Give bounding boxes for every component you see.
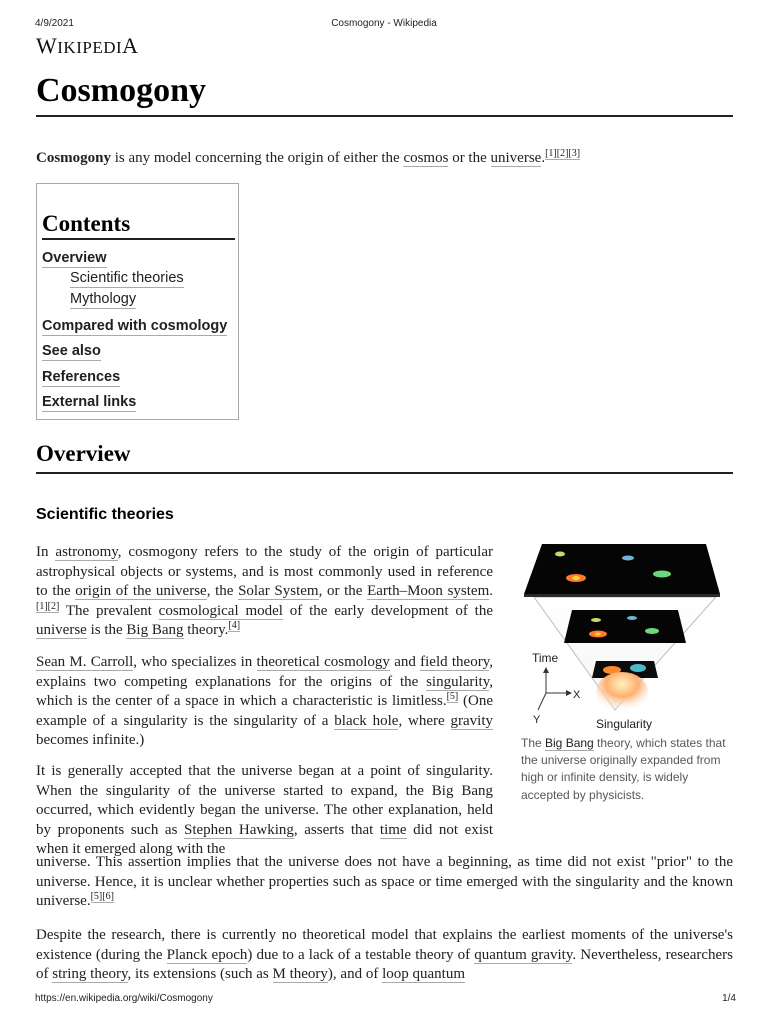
wordmark-initial: W <box>36 33 58 58</box>
citation-refs[interactable]: [5][6] <box>90 891 114 903</box>
link-origin-of-the-universe[interactable]: origin of the universe <box>75 583 207 600</box>
text: ), and of <box>327 966 383 983</box>
galaxy-icon <box>630 664 646 672</box>
text: , asserts that <box>293 821 380 838</box>
arrowhead-icon <box>566 690 572 696</box>
paragraph-carroll <box>36 653 493 751</box>
section-divider <box>36 472 733 474</box>
link-earth-moon-system[interactable]: Earth–Moon system <box>367 583 490 600</box>
paragraph-despite-research <box>36 926 733 985</box>
link-astronomy[interactable]: astronomy <box>55 544 118 560</box>
galaxy-icon <box>627 616 637 620</box>
galaxy-icon <box>555 552 565 557</box>
wordmark-final: A <box>122 33 139 58</box>
text: ) due to a lack of a testable theory of <box>247 946 475 963</box>
citation-refs[interactable]: [5] <box>446 691 459 703</box>
text: , the <box>206 583 239 600</box>
text: The prevalent <box>59 602 159 619</box>
text: It is generally accepted that the universe began at a point of singularity. When the singularity of the universe started to expand, the Big Bang occurred, which evidently began the universe. The other explanation, held by proponents such as <box>36 763 493 838</box>
text: . Nevertheless, researchers of <box>36 946 734 983</box>
print-url: https://en.wikipedia.org/wiki/Cosmogony <box>35 993 213 1004</box>
link-loop-quantum[interactable]: loop quantum <box>382 966 465 983</box>
link-black-hole[interactable]: black hole <box>334 712 399 729</box>
link-big-bang[interactable]: Big Bang <box>545 736 594 750</box>
toc-item-references[interactable]: References <box>42 369 121 385</box>
galaxy-icon <box>591 618 601 622</box>
article-title: Cosmogony <box>36 72 207 109</box>
text: . <box>489 583 493 600</box>
citation-refs[interactable]: [4] <box>228 620 241 632</box>
link-cosmological-model[interactable]: cosmological model <box>158 602 283 619</box>
y-axis-label: Y <box>533 714 541 726</box>
link-theoretical-cosmology[interactable]: theoretical cosmology <box>256 654 390 670</box>
citation-refs[interactable]: [1][2] <box>36 600 60 612</box>
link-quantum-gravity[interactable]: quantum gravity <box>474 946 573 963</box>
toc-item-see-also[interactable]: See also <box>42 343 101 359</box>
link-time[interactable]: time <box>379 821 407 838</box>
paragraph-astronomy <box>36 543 493 641</box>
figure-caption <box>521 735 733 804</box>
toc-title: Contents <box>42 211 235 240</box>
text: becomes infinite.) <box>36 732 145 749</box>
link-stephen-hawking[interactable]: Stephen Hawking <box>184 821 294 838</box>
text: is any model concerning the origin of either the <box>111 150 404 166</box>
citation-refs[interactable]: [1][2][3] <box>545 148 581 159</box>
text: is the <box>86 622 127 639</box>
text: did not exist when it emerged along with the <box>36 821 493 858</box>
text: , explains two competing explanations for the origins of the <box>36 654 493 690</box>
link-solar-system[interactable]: Solar System <box>238 583 319 600</box>
intro-term: Cosmogony <box>36 150 112 166</box>
text: universe. This assertion implies that the universe does not have a beginning, as time did not exist "prior" to the universe. Hence, it is unclear whether properties such as space or time emerged with the singularity and the known universe. <box>36 854 733 910</box>
singularity-glow <box>596 672 648 712</box>
link-field-theory[interactable]: field theory <box>420 654 490 670</box>
toc-item-scientific-theories[interactable]: Scientific theories <box>70 270 184 286</box>
universe-slab-large <box>524 544 720 594</box>
text: or the <box>448 150 491 166</box>
text: , which is the center of a space in which a characteristic is limitless. <box>36 673 493 710</box>
text: , where <box>398 712 451 729</box>
toc-item-external-links[interactable]: External links <box>42 394 137 410</box>
paragraph-accepted-part1 <box>36 762 493 860</box>
link-singularity[interactable]: singularity <box>426 673 490 690</box>
link-universe[interactable]: universe <box>490 150 542 166</box>
slab-edge <box>524 594 720 597</box>
galaxy-core-icon <box>595 633 601 636</box>
table-of-contents <box>36 183 239 420</box>
arrowhead-icon <box>543 667 549 673</box>
universe-slab-medium <box>564 610 686 643</box>
galaxy-icon <box>653 571 671 578</box>
print-page-number: 1/4 <box>722 993 736 1004</box>
subsection-heading-scientific-theories: Scientific theories <box>36 506 174 523</box>
x-axis-label: X <box>573 689 581 701</box>
text: . <box>541 150 546 166</box>
time-axis-label: Time <box>532 651 559 665</box>
print-page-title: Cosmogony - Wikipedia <box>331 18 437 29</box>
section-heading-overview: Overview <box>36 441 131 466</box>
text: The <box>521 736 546 750</box>
link-gravity[interactable]: gravity <box>450 712 493 729</box>
text: of the early development of the <box>282 602 493 619</box>
galaxy-icon <box>645 628 659 634</box>
big-bang-figure[interactable] <box>520 540 734 745</box>
text: , or the <box>318 583 368 600</box>
y-axis <box>538 693 546 710</box>
toc-item-overview[interactable]: Overview <box>42 250 107 266</box>
link-universe[interactable]: universe <box>36 622 87 639</box>
text: Despite the research, there is currently no theoretical model that explains the earliest moments of the universe's existence (during the <box>36 927 733 963</box>
intro-paragraph <box>36 149 733 169</box>
galaxy-core-icon <box>572 576 580 580</box>
galaxy-icon <box>622 556 634 561</box>
link-big-bang[interactable]: Big Bang <box>126 622 184 639</box>
text: (One example of a singularity is the singularity of a <box>36 693 493 729</box>
text: , who specializes in <box>133 654 257 670</box>
print-date: 4/9/2021 <box>35 18 74 29</box>
toc-item-compared-with-cosmology[interactable]: Compared with cosmology <box>42 318 228 334</box>
link-sean-m-carroll[interactable]: Sean M. Carroll <box>36 654 134 670</box>
link-string-theory[interactable]: string theory <box>52 966 128 983</box>
text: In <box>36 544 56 560</box>
text: , its extensions (such as <box>127 966 273 983</box>
link-cosmos[interactable]: cosmos <box>403 150 449 166</box>
link-planck-epoch[interactable]: Planck epoch <box>166 946 248 963</box>
wikipedia-wordmark[interactable] <box>36 33 139 59</box>
toc-item-mythology[interactable]: Mythology <box>70 291 137 307</box>
text: and <box>389 654 421 670</box>
paragraph-accepted-part2 <box>36 853 733 912</box>
link-m-theory[interactable]: M theory <box>272 966 328 983</box>
wordmark-middle: IKIPEDI <box>57 38 123 57</box>
text: theory, which states that the universe originally expanded from high or infinite density, is widely accepted by physicists. <box>521 736 726 802</box>
text: , cosmogony refers to the study of the origin of particular astrophysical objects or systems, and is most commonly used in reference to the <box>36 544 493 600</box>
title-divider <box>36 115 733 117</box>
big-bang-diagram <box>520 540 734 745</box>
text: theory. <box>183 622 229 639</box>
singularity-label: Singularity <box>596 717 653 731</box>
